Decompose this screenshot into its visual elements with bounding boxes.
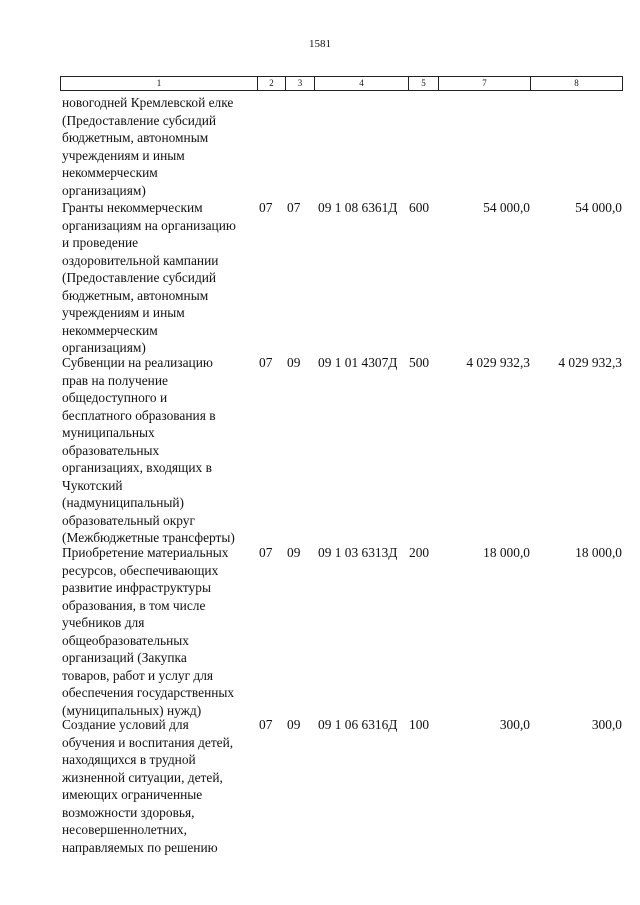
row-target-article-code: 09 1 06 6316Д [318, 717, 398, 732]
row-target-article-code: 09 1 01 4307Д [318, 355, 398, 370]
row-description: Приобретение материальных ресурсов, обеспечивающих развитие инфраструктуры образования, в том числе учебников для общеобразовательных организаций (Закупка товаров, работ и услуг для обеспечения государственных (муниципальных) нужд) [62, 545, 235, 718]
row-subsection-code: 07 [287, 200, 301, 215]
row-description: новогодней Кремлевской елке (Предоставление субсидий бюджетным, автономным учреждениям и иным некоммерческим организациям) [62, 95, 234, 198]
row-section-code: 07 [259, 717, 273, 732]
column-header-4: 4 [315, 77, 409, 90]
row-expense-type-code: 600 [409, 200, 430, 215]
row-target-article-code: 09 1 03 6313Д [318, 545, 398, 560]
row-section-code: 07 [259, 545, 273, 560]
table-column-header-row [60, 76, 623, 91]
row-amount-column-8: 18 000,0 [575, 545, 622, 560]
row-expense-type-code: 100 [409, 717, 430, 732]
row-amount-column-7: 300,0 [499, 717, 530, 732]
column-header-3: 3 [286, 77, 315, 90]
row-description: Создание условий для обучения и воспитания детей, находящихся в трудной жизненной ситуации, детей, имеющих ограниченные возможности здоровья, несовершеннолетних, направляемых по решению [62, 717, 234, 855]
row-subsection-code: 09 [287, 717, 301, 732]
row-subsection-code: 09 [287, 545, 301, 560]
row-amount-column-8: 54 000,0 [575, 200, 622, 215]
row-subsection-code: 09 [287, 355, 301, 370]
column-header-2: 2 [258, 77, 286, 90]
row-description: Субвенции на реализацию прав на получение общедоступного и бесплатного образования в муниципальных образовательных организациях, входящих в Чукотский (надмуниципальный) образовательный округ (Межбюджетные трансферты) [62, 355, 235, 545]
row-amount-column-7: 54 000,0 [483, 200, 530, 215]
row-section-code: 07 [259, 355, 273, 370]
column-header-1: 1 [61, 77, 258, 90]
column-header-7: 7 [439, 77, 531, 90]
row-amount-column-7: 18 000,0 [483, 545, 530, 560]
column-header-8: 8 [574, 78, 579, 88]
page-number: 1581 [309, 38, 331, 50]
column-header-5: 5 [409, 77, 439, 90]
row-amount-column-8: 4 029 932,3 [558, 355, 622, 370]
row-section-code: 07 [259, 200, 273, 215]
row-amount-column-7: 4 029 932,3 [466, 355, 530, 370]
row-expense-type-code: 200 [409, 545, 430, 560]
row-expense-type-code: 500 [409, 355, 430, 370]
row-description: Гранты некоммерческим организациям на организацию и проведение оздоровительной кампании (Предоставление субсидий бюджетным, автономным учреждениям и иным некоммерческим организациям) [62, 200, 236, 355]
row-target-article-code: 09 1 08 6361Д [318, 200, 398, 215]
row-amount-column-8: 300,0 [591, 717, 622, 732]
